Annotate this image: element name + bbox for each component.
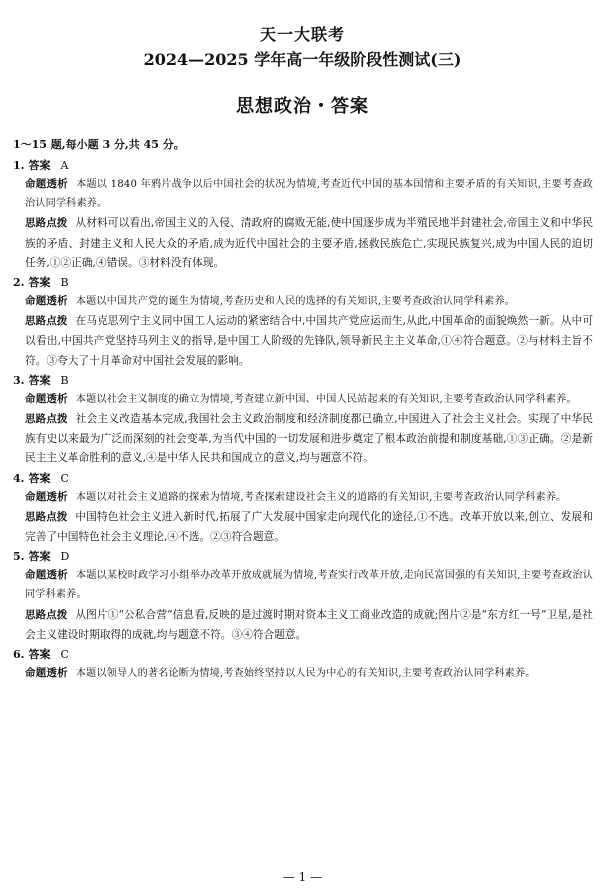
answer-line [13, 469, 593, 488]
question-number: 1. [13, 159, 25, 172]
question-number: 3. [13, 373, 25, 387]
hint-text: 从材料可以看出,帝国主义的入侵、清政府的腐败无能,使中国逐步成为半殖民地半封建社会,帝国主义和中华民族的矛盾、封建主义和人民大众的矛盾,成为近代中国社会的主要矛盾,拯救民族危亡,实现民族复兴,成为中国人民的迫切任务,①②正确,④错误。③材料没有体现。 [25, 216, 594, 269]
answer-line [13, 645, 593, 664]
answer-line [13, 371, 593, 390]
subject-title: 思想政治・答案 [236, 96, 369, 117]
hint-paragraph [13, 213, 593, 272]
question-number: 2. [13, 276, 25, 290]
hint-label: 思路点拨 [25, 413, 68, 426]
hint-label: 思路点拨 [25, 315, 68, 328]
hint-paragraph [13, 409, 593, 468]
analysis-label: 命题透析 [25, 392, 68, 405]
hint-label: 思路点拨 [25, 217, 68, 230]
analysis-text: 本题以领导人的著名论断为情境,考查始终坚持以人民为中心的有关知识,主要考查政治认同学科素养。 [75, 668, 536, 680]
analysis-label: 命题透析 [25, 178, 69, 190]
answer-label: 答案 [28, 471, 51, 485]
answer-label: 答案 [28, 373, 51, 387]
hint-text: 社会主义改造基本完成,我国社会主义政治制度和经济制度都已确立,中国进入了社会主义社会。实现了中华民族有史以来最为广泛而深刻的社会变革,为当代中国的一切发展和进步奠定了根本政治前提和制度基础,①③正确。②是新民主主义革命胜利的意义,④是中华人民共和国成立的意义,均与题意不符。 [25, 412, 593, 465]
analysis-paragraph [13, 390, 593, 409]
question-4 [13, 469, 593, 547]
question-5 [13, 547, 593, 644]
analysis-paragraph [13, 292, 593, 311]
hint-label: 思路点拨 [25, 608, 68, 621]
analysis-label: 命题透析 [25, 667, 68, 680]
answer-label: 答案 [28, 276, 51, 290]
hint-paragraph [13, 605, 593, 644]
analysis-paragraph [13, 664, 593, 683]
hint-text: 中国特色社会主义进入新时代,拓展了广大发展中国家走向现代化的途径,①不选。改革开放以来,创立、发展和完善了中国特色社会主义理论,④不选。②③符合题意。 [25, 509, 594, 544]
question-1 [13, 156, 593, 272]
hint-text: 在马克思列宁主义同中国工人运动的紧密结合中,中国共产党应运而生,从此,中国革命的面貌焕然一新。从中可以看出,中国共产党坚持马列主义的指导,是中国工人阶级的先锋队,领导新民主主义革命,①④符合题意。②与材料主旨不符。③夸大了十月革命对中国社会发展的影响。 [25, 314, 594, 367]
analysis-paragraph [13, 175, 593, 213]
page-number: — 1 — [282, 870, 323, 884]
answer-letter: C [60, 648, 69, 662]
analysis-label: 命题透析 [25, 490, 68, 503]
org-title: 天一大联考 [259, 25, 345, 44]
answer-label: 答案 [28, 648, 51, 662]
answer-letter: D [60, 550, 70, 564]
hint-paragraph [13, 311, 593, 370]
question-2 [13, 273, 593, 370]
analysis-paragraph [13, 488, 593, 507]
analysis-text: 本题以某校时政学习小组举办改革开放成就展为情境,考查实行改革开放,走向民富国强的有关知识,主要考查政治认同学科素养。 [25, 570, 593, 601]
exam-title: 2024—2025 学年高一年级阶段性测试(三) [143, 50, 462, 69]
question-number: 6. [13, 648, 25, 662]
answer-line [13, 273, 593, 292]
analysis-label: 命题透析 [25, 569, 68, 582]
hint-paragraph [13, 507, 593, 546]
question-number: 5. [13, 550, 25, 564]
answer-letter: A [60, 159, 69, 172]
hint-label: 思路点拨 [25, 510, 68, 523]
hint-text: 从图片①“公私合营”信息看,反映的是过渡时期对资本主义工商业改造的成就;图片②是“东方红一号”卫星,是社会主义建设时期取得的成就,均与题意不符。③④符合题意。 [25, 607, 593, 641]
answer-label: 答案 [28, 159, 51, 172]
answer-letter: B [60, 276, 69, 290]
question-number: 4. [13, 471, 25, 485]
analysis-text: 本题以对社会主义道路的探索为情境,考查探索建设社会主义的道路的有关知识,主要考查政治认同学科素养。 [75, 491, 567, 503]
answer-list [13, 156, 593, 683]
answer-line [13, 547, 593, 566]
analysis-label: 命题透析 [25, 295, 68, 308]
analysis-text: 本题以中国共产党的诞生为情境,考查历史和人民的选择的有关知识,主要考查政治认同学科素养。 [75, 296, 515, 308]
answer-letter: C [60, 471, 69, 485]
analysis-text: 本题以 1840 年鸦片战争以后中国社会的状况为情境,考查近代中国的基本国情和主要矛盾的有关知识,主要考查政治认同学科素养。 [25, 179, 593, 210]
question-3 [13, 371, 593, 468]
answer-label: 答案 [28, 550, 51, 564]
section-intro: 1～15 题,每小题 3 分,共 45 分。 [13, 138, 185, 151]
answer-line [13, 156, 593, 175]
answer-letter: B [60, 373, 69, 387]
analysis-paragraph [13, 566, 593, 604]
analysis-text: 本题以社会主义制度的确立为情境,考查建立新中国、中国人民站起来的有关知识,主要考查政治认同学科素养。 [75, 393, 577, 405]
question-6 [13, 645, 593, 683]
